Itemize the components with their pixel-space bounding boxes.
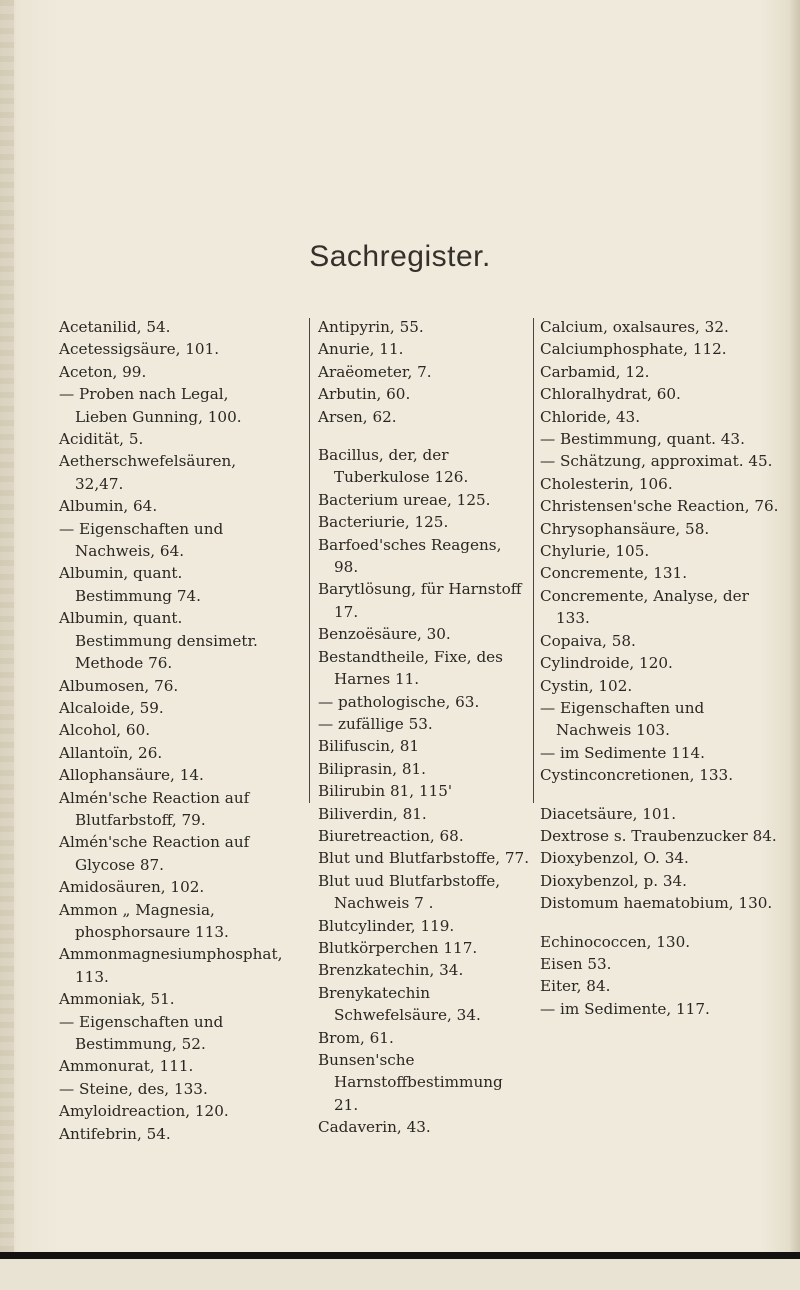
index-entry: Bacillus, der, der Tuberkulose 126. [318,446,469,487]
scan-bottom-strip [0,1259,800,1290]
index-entry: Concremente, Analyse, der 133. [540,586,749,628]
index-entry: Almén'sche Reaction auf Glycose 87. [59,833,250,874]
index-entry: Cylindroide, 120. [540,654,673,673]
index-entry: Biliprasin, 81. [318,759,427,778]
index-entry: Blut uud Blutfarbstoffe, Nachweis 7 . [318,871,501,913]
index-entry: Carbamid, 12. [540,362,650,381]
index-entry: Ammonurat, 111. [59,1057,194,1076]
index-entry: Bunsen'sche Harnstoffbestimmung 21. [318,1051,503,1114]
index-entry: Ammonmagnesiumphosphat, 113. [59,945,283,986]
index-entry: Ammon „ Magnesia, phosphorsaure 113. [59,900,229,941]
column-divider-2 [533,318,534,803]
index-entry: Acetanilid, 54. [59,318,171,336]
index-entry: Chloride, 43. [540,407,641,426]
index-entry: Bilirubin 81, 115' [318,782,453,801]
index-entry: Echinococcen, 130. [540,932,691,951]
index-entry: Calciumphosphate, 112. [540,340,727,359]
index-entry: Aceton, 99. [59,362,147,381]
index-column-2 [318,316,530,1139]
index-entry: Bestandtheile, Fixe, des Harnes 11. [318,647,503,689]
index-entry: Chrysophansäure, 58. [540,519,710,538]
index-entry: Arsen, 62. [318,407,397,426]
index-entry: Cadaverin, 43. [318,1118,431,1137]
index-entry: Dioxybenzol, O. 34. [540,849,689,868]
index-entry: — pathologische, 63. [318,692,480,711]
index-entry: — Schätzung, approximat. 45. [540,452,773,471]
page-right-edge [790,0,800,1252]
index-entry: Blut und Blutfarbstoffe, 77. [318,849,530,868]
index-entry: Brom, 61. [318,1028,394,1047]
index-entry: Calcium, oxalsaures, 32. [540,318,729,336]
index-entry: Distomum haematobium, 130. [540,894,773,913]
index-entry: Cholesterin, 106. [540,474,673,493]
index-entry: Blutcylinder, 119. [318,916,455,935]
index-entry: Cystinconcretionen, 133. [540,766,734,785]
index-entry: — zufällige 53. [318,714,433,733]
index-entry: Araëometer, 7. [318,362,432,381]
index-entry: Blutkörperchen 117. [318,938,478,957]
index-entry: Cystin, 102. [540,676,633,695]
index-entry: Aetherschwefelsäuren, 32,47. [59,452,237,493]
index-entry: Alcohol, 60. [59,721,151,740]
index-entry: Barytlösung, für Harnstoff 17. [318,580,522,621]
index-entry: Chloralhydrat, 60. [540,385,681,404]
index-entry: Antifebrin, 54. [59,1124,171,1143]
index-entry: — im Sedimente, 117. [540,999,710,1018]
index-entry: Allophansäure, 14. [59,766,204,785]
index-entry: Dioxybenzol, p. 34. [540,871,688,890]
page-title: Sachregister. [309,240,491,273]
index-entry: Arbutin, 60. [318,385,411,404]
index-entry: Bilifuscin, 81 [318,737,420,756]
index-entry: Biliverdin, 81. [318,804,427,823]
index-entry: Brenzkatechin, 34. [318,961,464,980]
index-entry: Bacterium ureae, 125. [318,490,491,509]
index-entry: Barfoed'sches Reagens, 98. [318,535,502,577]
index-entry: Eiter, 84. [540,977,611,996]
index-entry: Diacetsäure, 101. [540,804,677,823]
index-entry: Acidität, 5. [59,430,144,449]
index-entry: — Proben nach Legal, Lieben Gunning, 100. [59,385,242,426]
scan-bottom-bar [0,1252,800,1259]
index-entry: Benzoësäure, 30. [318,625,451,644]
index-entry: — Steine, des, 133. [59,1079,208,1098]
index-entry: Eisen 53. [540,954,612,973]
index-entry: Amidosäuren, 102. [59,878,205,897]
index-entry: Albumin, 64. [59,497,158,516]
column-divider-1 [309,318,310,803]
index-column-3 [540,316,780,1020]
index-entry: Albumosen, 76. [59,676,179,695]
index-entry: Chylurie, 105. [540,542,650,561]
index-entry: Acetessigsäure, 101. [59,340,220,359]
index-entry: Dextrose s. Traubenzucker 84. [540,826,777,845]
index-entry: Antipyrin, 55. [318,318,424,336]
index-entry: — Eigenschaften und Nachweis 103. [540,698,705,740]
index-entry: Biuretreaction, 68. [318,826,464,845]
index-entry: Ammoniak, 51. [59,990,175,1009]
index-entry: — im Sedimente 114. [540,743,705,762]
index-entry: Christensen'sche Reaction, 76. [540,497,779,516]
index-entry: Brenykatechin Schwefelsäure, 34. [318,983,481,1025]
index-entry: Alcaloide, 59. [59,698,164,717]
index-column-1 [59,316,281,1145]
index-entry: Allantoïn, 26. [59,743,163,762]
binding-edge [0,0,14,1290]
index-entry: — Eigenschaften und Nachweis, 64. [59,519,224,561]
index-entry: Albumin, quant. Bestimmung densimetr. Methode 76. [59,609,258,673]
index-entry: Bacteriurie, 125. [318,513,449,532]
index-entry: Copaiva, 58. [540,631,636,650]
index-entry: — Eigenschaften und Bestimmung, 52. [59,1012,224,1053]
index-entry: Amyloidreaction, 120. [59,1102,229,1121]
index-entry: Albumin, quant. Bestimmung 74. [59,564,201,605]
index-entry: Concremente, 131. [540,564,688,583]
index-entry: Almén'sche Reaction auf Blutfarbstoff, 79. [59,788,250,829]
index-entry: — Bestimmung, quant. 43. [540,430,745,449]
index-entry: Anurie, 11. [318,340,404,359]
